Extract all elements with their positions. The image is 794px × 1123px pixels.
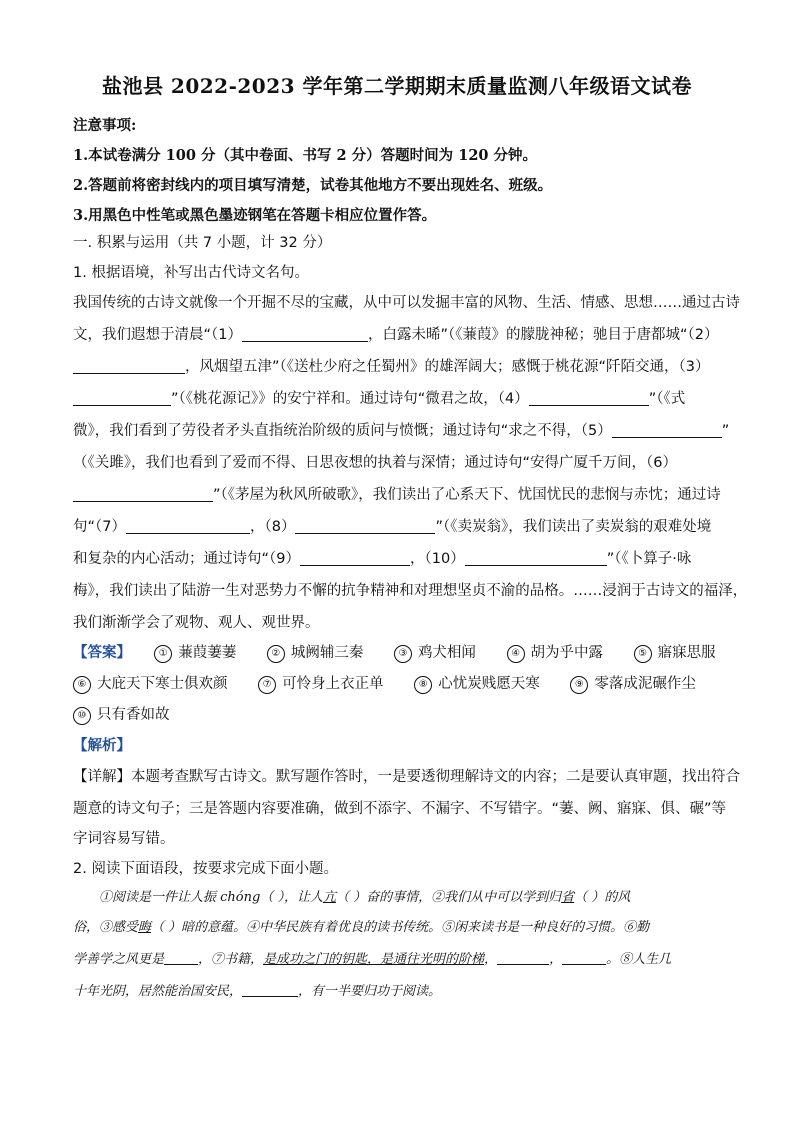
answer-row	[73, 704, 723, 726]
answer-item: ⑤ 寤寐思服	[634, 642, 716, 664]
q1-text-line: 句“（7） ，（8） ”（《卖炭翁》，我们读出了卖炭翁的艰难处境	[73, 519, 712, 535]
q1-text-line: ”（《桃花源记》》的安宁祥和。通过诗句“微君之故，（4） ”（《式	[73, 388, 723, 410]
answer-item: ⑥ 大庇天下寒士俱欢颜	[73, 673, 228, 695]
passage-line: 俗，③感受晦（ ）暗的意蕴。④中华民族有着优良的读书传统。⑤闲来读书是一种良好的习惯。⑥勤	[73, 920, 650, 935]
fill-blank-10	[465, 549, 607, 566]
notice-item-1: 1.本试卷满分 100 分（其中卷面、书写 2 分）答题时间为 120 分钟。	[73, 147, 538, 164]
question-2-stem: 2. 阅读下面语段，按要求完成下面小题。	[73, 861, 338, 877]
question-1-stem: 1. 根据语境，补写出古代诗文名句。	[73, 265, 309, 281]
fill-blank-7	[126, 517, 250, 534]
answer-row	[73, 673, 723, 695]
fill-blank-1	[242, 325, 368, 342]
answer-row	[73, 642, 723, 664]
passage-line: 十年光阴，居然能治国安民， ，有一半要归功于阅读。	[73, 984, 442, 999]
notice-heading: 注意事项:	[73, 117, 137, 134]
fill-blank-5	[612, 421, 722, 438]
q1-text-line: ”（《茅屋为秋风所破歌》，我们读出了心系天下、忧国忧民的悲悯与赤忱；通过诗	[73, 484, 723, 506]
notice-item-3: 3.用黑色中性笔或黑色墨迹钢笔在答题卡相应位置作答。	[73, 207, 437, 224]
fill-blank-3	[73, 389, 171, 406]
fill-blank-9	[300, 549, 410, 566]
q1-text-line: （《关雎》，我们也看到了爱而不得、日思夜想的执着与深情；通过诗句“安得广厦千万间，（6）	[73, 455, 677, 471]
answer-item: ③ 鸡犬相闻	[394, 642, 476, 664]
section-heading: 一. 积累与运用（共 7 小题，计 32 分）	[73, 235, 332, 251]
fill-blank-2	[73, 357, 185, 374]
q1-text-line: 文，我们遐想于清晨“（1） ，白露未晞”（《蒹葭》的朦胧神秘；驰目于唐都城“（2）	[73, 327, 719, 343]
passage-line: ①阅读是一件让人振 chóng（ ），让人亢（ ）奋的事情，②我们从中可以学到归省（ ）的风	[99, 890, 631, 905]
q1-text-line: 梅》，我们读出了陆游一生对恶势力不懈的抗争精神和对理想坚贞不渝的品格。……浸润于古诗文的福泽，	[73, 583, 748, 599]
answer-item: ⑦ 可怜身上衣正单	[258, 673, 384, 695]
q1-text-line: ，风烟望五津”（《送杜少府之任蜀州》的雄浑阔大；感慨于桃花源“阡陌交通，（3）	[73, 356, 723, 378]
detail-line: 字词容易写错。	[73, 831, 175, 847]
q1-text-line: 和复杂的内心活动；通过诗句“（9） ，（10） ”（《卜算子·咏	[73, 551, 692, 567]
notice-item-2: 2.答题前将密封线内的项目填写清楚，试卷其他地方不要出现姓名、班级。	[73, 177, 553, 194]
answer-item: ⑨ 零落成泥碾作尘	[570, 673, 696, 695]
q1-text-line: 我国传统的古诗文就像一个开掘不尽的宝藏，从中可以发掘丰富的风物、生活、情感、思想……通过古诗	[73, 295, 740, 311]
answer-item: ④ 胡为乎中露	[507, 642, 604, 664]
fill-blank	[242, 983, 298, 997]
detail-line: 【详解】本题考查默写古诗文。默写题作答时，一是要透彻理解诗文的内容；二是要认真审题，找出符合	[73, 769, 740, 785]
q1-text-line: 我们渐渐学会了观物、观人、观世界。	[73, 615, 320, 631]
fill-blank-4	[529, 389, 649, 406]
fill-blank	[164, 951, 198, 965]
fill-blank	[497, 951, 549, 965]
answer-item: ⑧ 心忧炭贱愿天寒	[414, 673, 540, 695]
answer-tag: 【答案】	[73, 645, 131, 661]
answer-item: ① 蒹葭萋萋	[154, 642, 236, 664]
page-title: 盐池县 2022-2023 学年第二学期期末质量监测八年级语文试卷	[101, 74, 693, 98]
answer-item: ② 城阙辅三秦	[267, 642, 364, 664]
fill-blank	[562, 951, 606, 965]
fill-blank-8	[295, 517, 435, 534]
detail-line: 题意的诗文句子；三是答题内容要准确，做到不添字、不漏字、不写错字。“萋、阙、寤寐、俱、碾”等	[73, 801, 727, 817]
analysis-tag: 【解析】	[73, 738, 131, 754]
answer-item: ⑩ 只有香如故	[73, 704, 170, 726]
passage-line: 学善学之风更是 ，⑦书籍，是成功之门的钥匙，是通往光明的阶梯， ， 。⑧人生几	[73, 952, 672, 967]
fill-blank-6	[73, 485, 213, 502]
q1-text-line: 微》，我们看到了劳役者矛头直指统治阶级的质问与愤慨；通过诗句“求之不得，（5） ”	[73, 423, 730, 439]
